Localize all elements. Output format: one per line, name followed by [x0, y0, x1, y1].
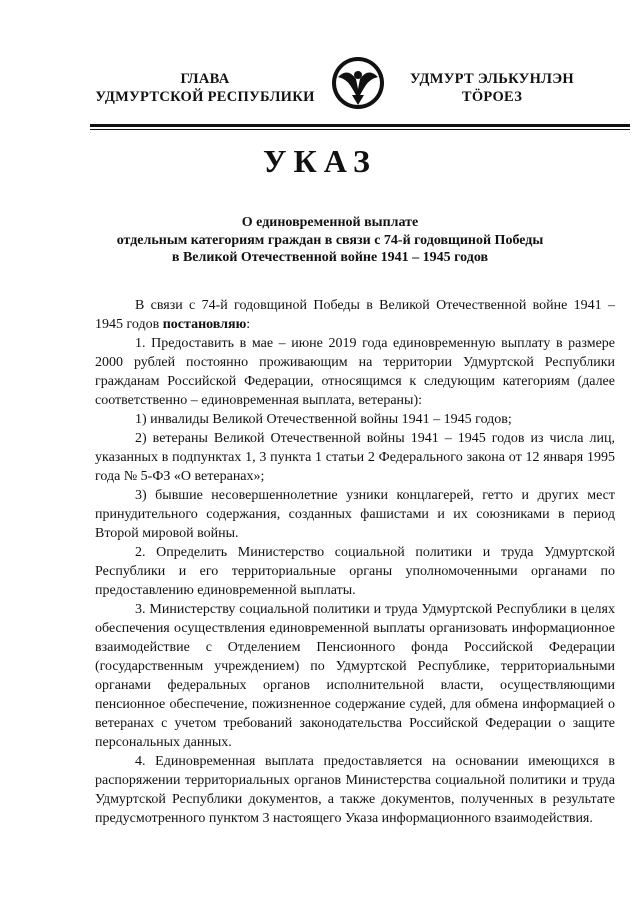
paragraph-2: 2. Определить Министерство социальной политики и труда Удмуртской Республики и его территориальные органы уполномоченными органами по предоставлению единовременной выплаты.: [95, 545, 615, 598]
intro-text: В связи с 74-й годовщиной Победы в Великой Отечественной войне 1941 – 1945 годов: [95, 298, 615, 332]
subject-line3: в Великой Отечественной войне 1941 – 1945 годов: [171, 250, 489, 265]
intro-colon: :: [246, 317, 251, 332]
header-right-line2: ТӦРОЕЗ: [461, 89, 523, 105]
header-left: [80, 70, 330, 106]
paragraph-1: 1. Предоставить в мае – июне 2019 года единовременную выплату в размере 2000 рублей постоянно проживающим на территории Удмуртской Республики гражданам Российской Федерации, относящимся к следующим категориям (далее соответственно – единовременная выплата, ветераны):: [95, 336, 615, 408]
paragraph-1-item-3: 3) бывшие несовершеннолетние узники концлагерей, гетто и других мест принудительного содержания, созданных фашистами и их союзниками в период Второй мировой войны.: [95, 488, 615, 541]
intro-decree-word: постановляю: [162, 317, 247, 332]
header-rule-thin: [90, 129, 630, 130]
header-left-line1: ГЛАВА: [180, 71, 230, 87]
header-left-line2: УДМУРТСКОЙ РЕСПУБЛИКИ: [95, 89, 315, 105]
document-body: [95, 296, 615, 828]
paragraph-1-item-2: 2) ветераны Великой Отечественной войны 1941 – 1945 годов из числа лиц, указанных в подпунктах 1, 3 пункта 1 статьи 2 Федерального закона от 12 января 1995 года № 5-ФЗ «О ветеранах»;: [95, 431, 615, 484]
subject-line1: О единовременной выплате: [241, 215, 419, 230]
intro-paragraph: [95, 296, 615, 334]
paragraph-4: 4. Единовременная выплата предоставляется на основании имеющихся в распоряжении территориальных органов Министерства социальной политики и труда Удмуртской Республики документов, а также документов, полученных в результате предусмотренного пунктом 3 настоящего Указа информационного взаимодействия.: [95, 754, 615, 826]
subject-line2: отдельным категориям граждан в связи с 74-й годовщиной Победы: [116, 232, 544, 248]
document-subject: [100, 214, 560, 267]
paragraph-1-item-1: 1) инвалиды Великой Отечественной войны 1941 – 1945 годов;: [135, 412, 512, 427]
document-title: УКАЗ: [263, 143, 377, 179]
coat-of-arms-icon: [330, 55, 386, 111]
header-rule-thick: [90, 124, 630, 127]
header-right: [392, 70, 592, 106]
paragraph-3: 3. Министерству социальной политики и труда Удмуртской Республики в целях обеспечения осуществления единовременной выплаты организовать информационное взаимодействие с Отделением Пенсионного фонда Российской Федерации (государственным учреждением) по Удмуртской Республике, территориальными органами федеральных органов исполнительной власти, осуществляющими пенсионное обеспечение, пожизненное содержание судей, для обмена информацией о ветеранах с учетом требований законодательства Российской Федерации о защите персональных данных.: [95, 602, 615, 750]
header-right-line1: УДМУРТ ЭЛЬКУНЛЭН: [410, 71, 574, 87]
